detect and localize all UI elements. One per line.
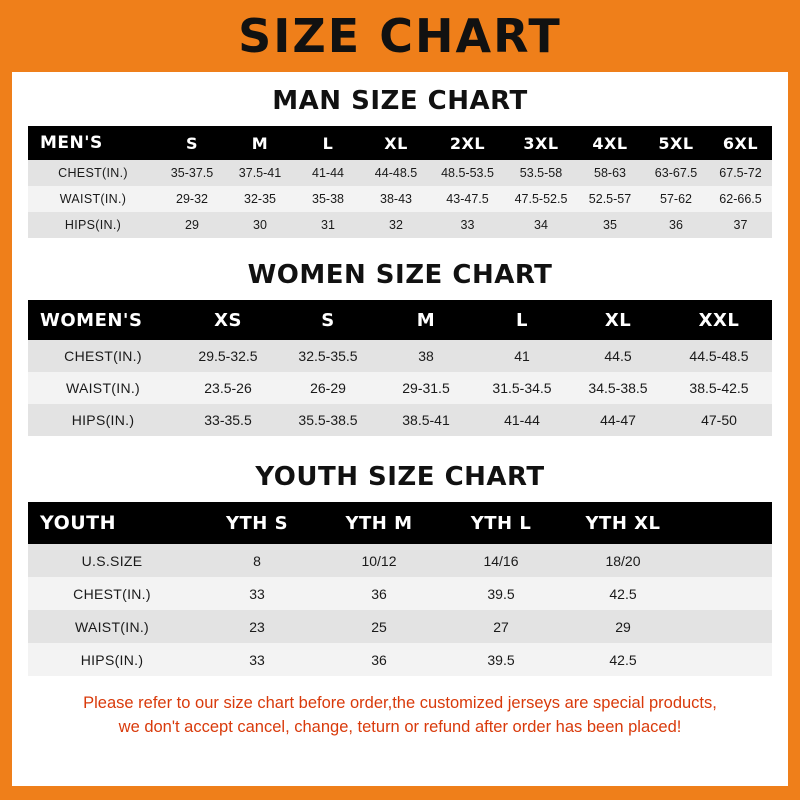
footer-note-line-2: we don't accept cancel, change, teturn or refund after order has been placed! [118, 717, 682, 736]
table-row-label: CHEST(IN.) [73, 585, 151, 602]
table-cell: 31.5-34.5 [492, 380, 552, 396]
table-cell: 18/20 [605, 552, 641, 569]
table-cell: 33-35.5 [204, 412, 252, 428]
table-cell-spacer [684, 577, 772, 610]
table-cell: 31 [321, 218, 335, 232]
table-cell: 41 [514, 348, 530, 364]
table-row [28, 643, 772, 676]
women-section-title: WOMEN SIZE CHART [247, 260, 553, 290]
table-header-cell: L [516, 309, 528, 331]
table-cell: 34.5-38.5 [588, 380, 648, 396]
women-table-body [28, 300, 772, 436]
table-cell: 38.5-42.5 [689, 380, 749, 396]
table-row [28, 372, 772, 404]
table-cell: 25 [371, 618, 387, 635]
banner [0, 0, 800, 72]
table-cell: 29.5-32.5 [198, 348, 258, 364]
table-cell: 42.5 [609, 585, 637, 602]
table-cell: 26-29 [310, 380, 346, 396]
table-cell: 33 [249, 585, 265, 602]
table-cell: 67.5-72 [719, 166, 762, 180]
table-cell: 44.5 [604, 348, 632, 364]
table-header-cell: 6XL [722, 133, 759, 153]
table-cell: 32 [389, 218, 403, 232]
table-cell: 53.5-58 [519, 166, 563, 180]
table-row [28, 544, 772, 577]
table-cell-spacer [684, 544, 772, 577]
table-cell-spacer [684, 643, 772, 676]
table-header-cell: YTH S [225, 512, 289, 534]
table-header-row [28, 502, 772, 544]
table-header-cell: S [321, 309, 335, 331]
table-cell-spacer [684, 610, 772, 643]
youth-section [12, 462, 788, 676]
table-row-label: WAIST(IN.) [59, 192, 127, 206]
table-cell: 58-63 [594, 166, 626, 180]
table-header-cell: 3XL [523, 133, 559, 153]
men-size-table [28, 126, 772, 238]
table-cell: 48.5-53.5 [441, 166, 494, 180]
table-cell: 38 [418, 348, 434, 364]
men-table-body [28, 126, 772, 238]
women-size-table [28, 300, 772, 436]
table-row [28, 610, 772, 643]
table-row [28, 186, 772, 212]
table-cell: 14/16 [483, 552, 519, 569]
table-cell: 44-48.5 [374, 166, 418, 180]
table-cell: 29 [615, 618, 631, 635]
youth-size-table [28, 502, 772, 676]
table-row-label: CHEST(IN.) [64, 348, 142, 364]
table-row [28, 340, 772, 372]
table-cell: 47-50 [701, 412, 737, 428]
table-header-row [28, 300, 772, 340]
table-header-cell: 4XL [592, 133, 628, 153]
table-row-label: U.S.SIZE [81, 552, 143, 569]
table-cell: 35.5-38.5 [298, 412, 358, 428]
table-cell: 41-44 [312, 166, 344, 180]
bottom-accent-bar [12, 786, 788, 800]
table-cell: 32-35 [244, 192, 276, 206]
table-header-cell: 2XL [449, 133, 486, 153]
table-cell: 38-43 [380, 192, 412, 206]
table-header-cell: YTH L [470, 512, 532, 534]
table-cell: 36 [371, 651, 387, 668]
table-cell: 39.5 [487, 585, 515, 602]
table-cell: 34 [534, 218, 548, 232]
footer-note-line-1: Please refer to our size chart before order,the customized jerseys are special products, [83, 694, 717, 712]
women-section [12, 260, 788, 436]
table-header-rowlabel: WOMEN'S [40, 309, 143, 331]
table-cell: 38.5-41 [402, 412, 450, 428]
table-cell: 33 [460, 218, 475, 232]
men-section [12, 86, 788, 238]
table-row-label: HIPS(IN.) [80, 651, 144, 668]
table-cell: 36 [669, 218, 683, 232]
table-cell: 8 [253, 552, 261, 569]
table-header-cell: L [322, 133, 334, 153]
table-cell: 62-66.5 [719, 192, 762, 206]
table-header-cell: XS [214, 309, 242, 331]
table-row-label: WAIST(IN.) [74, 618, 150, 635]
table-cell: 37 [733, 218, 748, 232]
table-cell: 32.5-35.5 [298, 348, 358, 364]
youth-table-body [28, 502, 772, 676]
table-cell: 57-62 [660, 192, 692, 206]
table-cell: 44-47 [600, 412, 636, 428]
table-cell: 35 [603, 218, 617, 232]
table-cell: 44.5-48.5 [689, 348, 749, 364]
table-header-cell: M [251, 133, 269, 153]
table-row [28, 404, 772, 436]
table-cell: 52.5-57 [588, 192, 632, 206]
table-cell: 29-32 [176, 192, 208, 206]
table-cell: 10/12 [361, 552, 397, 569]
table-header-rowlabel: MEN'S [40, 133, 103, 153]
table-row-label: HIPS(IN.) [71, 412, 135, 428]
footer-note [20, 692, 780, 740]
table-row-label: CHEST(IN.) [58, 166, 128, 180]
table-cell: 42.5 [609, 651, 637, 668]
table-cell: 35-37.5 [170, 166, 214, 180]
table-header-cell: YTH M [345, 512, 413, 534]
table-row [28, 160, 772, 186]
table-cell: 33 [249, 651, 265, 668]
table-header-row [28, 126, 772, 160]
table-cell: 35-38 [312, 192, 344, 206]
table-cell: 30 [253, 218, 267, 232]
table-row [28, 577, 772, 610]
table-cell: 37.5-41 [238, 166, 282, 180]
table-cell: 63-67.5 [654, 166, 698, 180]
table-row-label: WAIST(IN.) [65, 380, 141, 396]
table-cell: 23.5-26 [204, 380, 252, 396]
table-header-rowlabel: YOUTH [40, 512, 117, 534]
table-header-cell: S [185, 133, 199, 153]
table-header-cell: M [416, 309, 436, 331]
table-cell: 27 [493, 618, 509, 635]
table-row-label: HIPS(IN.) [64, 218, 122, 232]
table-cell: 39.5 [487, 651, 515, 668]
men-section-title: MAN SIZE CHART [272, 86, 528, 116]
table-row [28, 212, 772, 238]
table-cell: 29 [185, 218, 199, 232]
table-header-cell: XXL [698, 309, 740, 331]
table-cell: 29-31.5 [402, 380, 450, 396]
banner-title: SIZE CHART [238, 9, 562, 63]
table-header-cell: XL [604, 309, 632, 331]
table-cell: 43-47.5 [446, 192, 489, 206]
table-cell: 36 [371, 585, 387, 602]
table-header-cell: XL [384, 133, 408, 153]
table-header-cell: YTH XL [585, 512, 661, 534]
table-cell: 23 [249, 618, 265, 635]
table-header-spacer [684, 502, 772, 544]
table-header-cell: 5XL [658, 133, 694, 153]
youth-section-title: YOUTH SIZE CHART [255, 462, 545, 492]
table-cell: 47.5-52.5 [514, 192, 568, 206]
table-cell: 41-44 [504, 412, 540, 428]
